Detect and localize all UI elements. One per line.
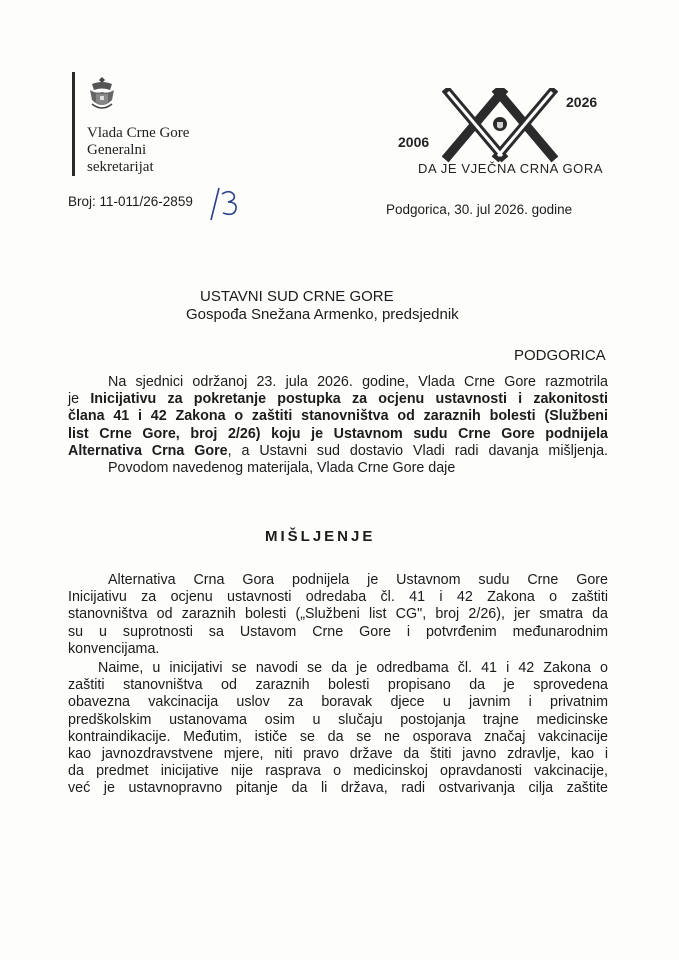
intro-line: [68, 374, 608, 391]
body-line: zaštiti stanovništva od zaraznih bolesti propisano da je sprovedena: [68, 677, 608, 694]
intro-bold-text: Inicijativu za pokretanje postupka za ocjenu ustavnosti i zakonitosti: [90, 391, 608, 408]
intro-text: Na sjednici održanoj 23. jula 2026. godine, Vlada Crne Gore razmotrila: [108, 374, 608, 390]
body-line: stanovništva od zaraznih bolesti („Službeni list CG", broj 2/26), jer smatra da: [68, 606, 608, 623]
logo-year-right: 2026: [566, 94, 598, 110]
recipient-city: PODGORICA: [514, 347, 606, 364]
intro-line: [68, 426, 608, 443]
place-and-date: Podgorica, 30. jul 2026. godine: [386, 202, 573, 217]
body-line: da predmet inicijative nije rasprava o medicinskoj opravdanosti vakcinacije,: [68, 763, 608, 780]
sender-line-2: Generalni: [87, 142, 147, 158]
intro-line: [68, 460, 608, 477]
intro-bold-text: Alternativa Crna Gore: [68, 442, 228, 459]
coat-of-arms-icon: [86, 74, 118, 114]
body-line: već je ustavnopravno pitanje da li država, radi ostvarivanja cilja zaštite: [68, 780, 608, 797]
handwritten-mark: [203, 186, 243, 222]
body-line: konvencijama.: [68, 640, 160, 657]
opinion-heading: MIŠLJENJE: [265, 528, 376, 545]
intro-paragraph: [68, 374, 608, 477]
recipient-institution: USTAVNI SUD CRNE GORE: [200, 288, 394, 305]
intro-line: [68, 408, 608, 425]
body-line: Alternativa Crna Gora podnijela je Ustavnom sudu Crne Gore: [108, 572, 608, 588]
body-line: su u suprotnosti sa Ustavom Crne Gore i potvrđenim međunarodnim: [68, 623, 608, 640]
header-vertical-rule: [72, 72, 75, 176]
intro-text: Povodom navedenog materijala, Vlada Crne Gore daje: [108, 460, 456, 477]
sender-line-3: sekretarijat: [87, 159, 154, 175]
body-line: obavezna vakcinacija uslov za boravak djece u javnim i privatnim: [68, 694, 608, 711]
body-paragraph-1: [68, 572, 608, 658]
logo-tagline: DA JE VJEČNA CRNA GORA: [418, 161, 604, 176]
body-line: kao javnozdravstvene mjere, niti pravo države da štiti javno zdravlje, kao i: [68, 746, 608, 763]
intro-text: je: [68, 391, 91, 408]
body-paragraph-2: [68, 660, 608, 798]
logo-year-left: 2006: [398, 134, 430, 150]
intro-bold-text: list Crne Gore, broj 2/26) koju je Ustavnom sudu Crne Gore podnijela: [68, 425, 608, 442]
reference-number: Broj: 11-011/26-2859: [68, 194, 193, 209]
intro-line: [68, 443, 608, 460]
body-line: kontraindikacije. Međutim, ističe se da se ne osporava značaj vakcinacije: [68, 728, 608, 745]
intro-bold-text: člana 41 i 42 Zakona o zaštiti stanovništva od zaraznih bolesti (Službeni: [68, 408, 608, 425]
sender-line-1: Vlada Crne Gore: [87, 125, 190, 141]
recipient-person: Gospođa Snežana Armenko, predsjednik: [186, 306, 459, 323]
body-line: Naime, u inicijativi se navodi se da je odredbama čl. 41 i 42 Zakona o: [98, 660, 608, 676]
body-line: Inicijativu za ocjenu ustavnosti odredaba čl. 41 i 42 Zakona o zaštiti: [68, 589, 608, 606]
intro-line: [68, 391, 608, 408]
intro-text: , a Ustavni sud dostavio Vladi radi davanja mišljenja.: [227, 442, 609, 459]
body-line: predškolskim ustanovama osim u slučaju postojanja trajne medicinske: [68, 711, 608, 728]
